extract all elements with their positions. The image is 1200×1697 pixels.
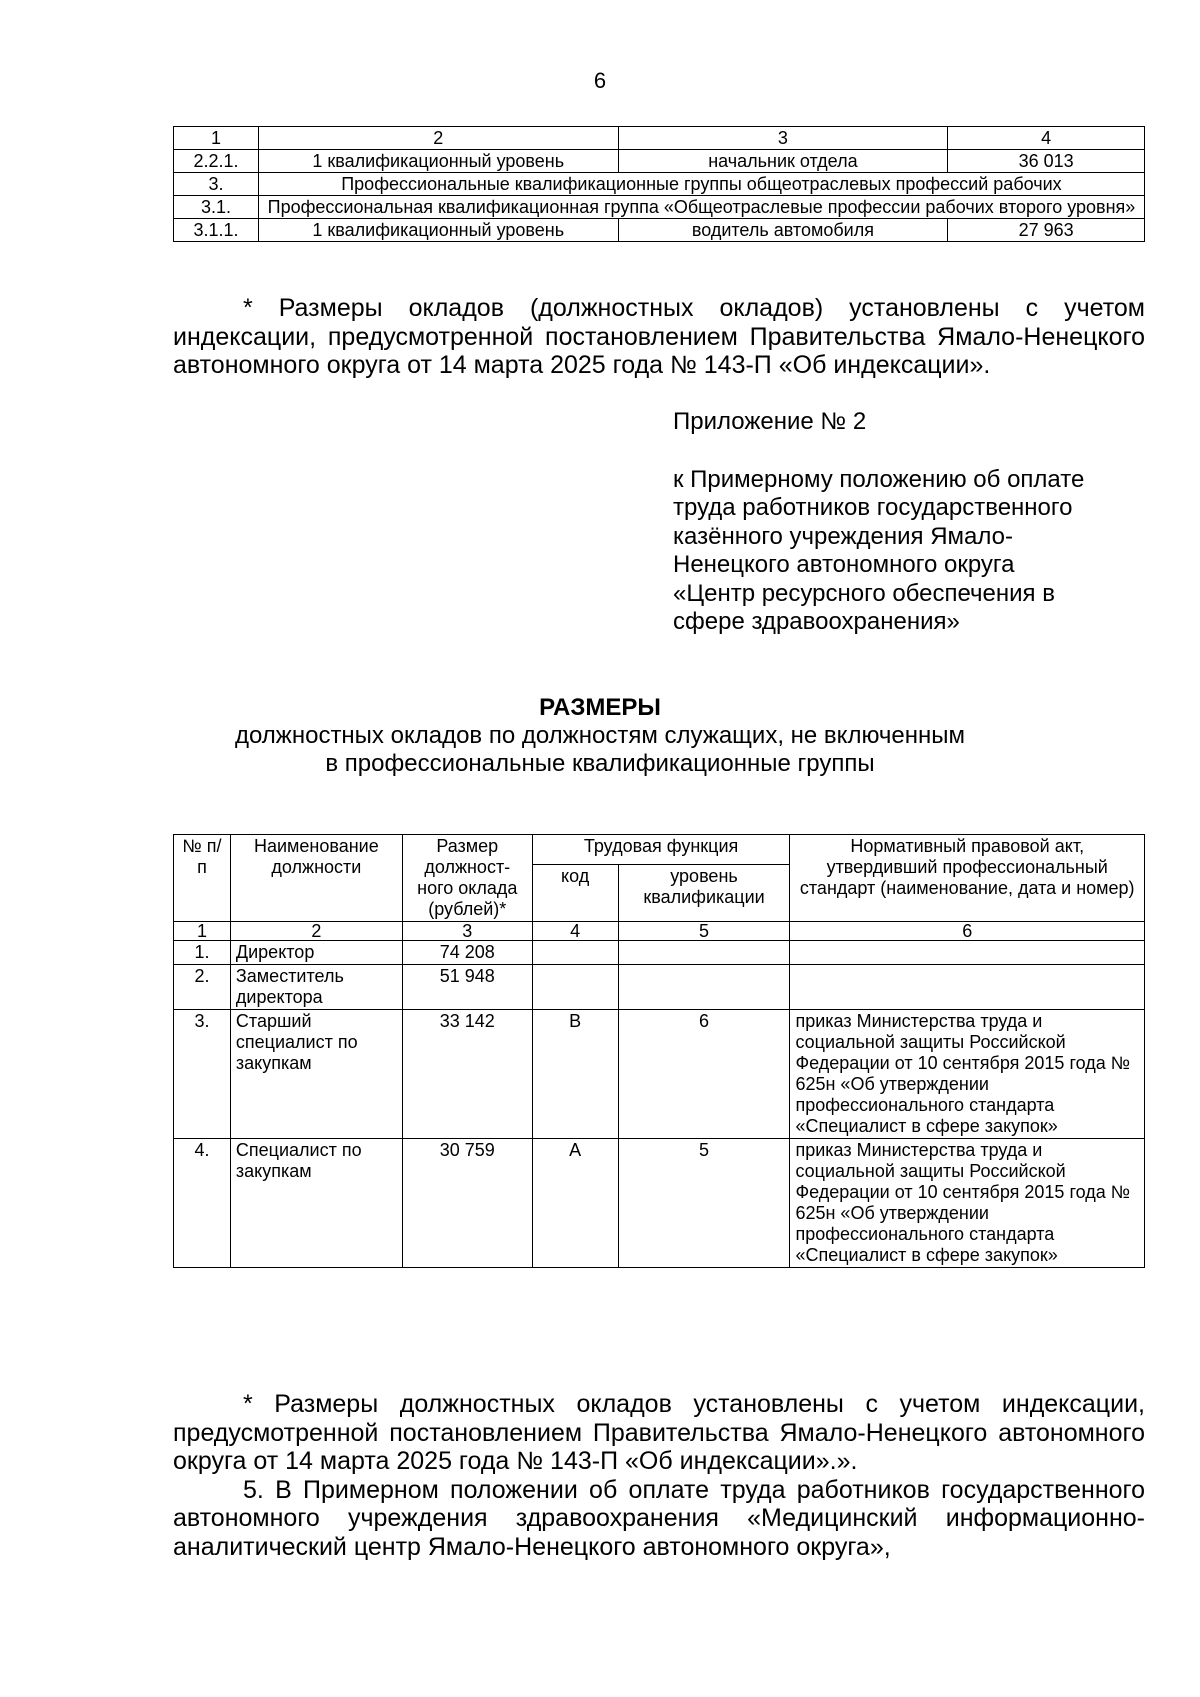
- group-title: Профессиональная квалификационная группа «Общеотраслевые профессии рабочих второго уровня»: [258, 196, 1144, 219]
- salary-value: 74 208: [402, 941, 532, 965]
- page-number: 6: [593, 68, 607, 93]
- footnote-text: * Размеры должностных окладов установлены с учетом индексации, предусмотренной постановлением Правительства Ямало-Ненецкого автономного округа от 14 марта 2025 года № 143-П «Об индексации».».: [173, 1390, 1145, 1475]
- table-row: [174, 219, 1145, 242]
- footnote-indexation-2: [173, 1390, 1145, 1561]
- legal-act: [790, 941, 1145, 965]
- row-number: 2.2.1.: [174, 150, 259, 173]
- function-code: [532, 965, 618, 1010]
- salary-table-continuation: [173, 126, 1145, 242]
- table-row: [174, 196, 1145, 219]
- table-header-row: [174, 835, 1145, 865]
- row-number: 3.: [174, 173, 259, 196]
- position-name: начальник отдела: [618, 150, 948, 173]
- appendix-line: к Примерному положению об оплате: [673, 465, 1085, 493]
- position-name: водитель автомобиля: [618, 219, 948, 242]
- function-code: А: [532, 1139, 618, 1268]
- appendix-line: сфере здравоохранения»: [673, 608, 960, 635]
- qualification-level: [618, 941, 790, 965]
- header-name: Наименование должности: [230, 835, 402, 922]
- table-row: [174, 150, 1145, 173]
- header-legal-act: Нормативный правовой акт, утвердивший профессиональный стандарт (наименование, дата и номер): [790, 835, 1145, 922]
- row-number: 3.1.: [174, 196, 259, 219]
- header-level: уровень квалификации: [618, 865, 790, 922]
- position-name: Старший специалист по закупкам: [230, 1010, 402, 1139]
- column-number: 1: [174, 922, 231, 941]
- section-title: РАЗМЕРЫ: [539, 694, 661, 721]
- appendix-header: [673, 408, 1153, 637]
- table-column-numbers: [174, 922, 1145, 941]
- salary-value: 51 948: [402, 965, 532, 1010]
- appendix-line: «Центр ресурсного обеспечения в: [673, 579, 1055, 607]
- table-row: [174, 173, 1145, 196]
- column-number: 2: [258, 127, 618, 150]
- row-number: 2.: [174, 965, 231, 1010]
- column-number: 1: [174, 127, 259, 150]
- column-number: 4: [532, 922, 618, 941]
- position-name: Специалист по закупкам: [230, 1139, 402, 1268]
- salary-value: 33 142: [402, 1010, 532, 1139]
- qualification-level: [618, 965, 790, 1010]
- table-row: [174, 941, 1145, 965]
- appendix-line: труда работников государственного: [673, 494, 1073, 521]
- function-code: [532, 941, 618, 965]
- group-title: Профессиональные квалификационные группы общеотраслевых профессий рабочих: [258, 173, 1144, 196]
- salary-value: 30 759: [402, 1139, 532, 1268]
- column-number: 2: [230, 922, 402, 941]
- column-number: 5: [618, 922, 790, 941]
- row-number: 3.: [174, 1010, 231, 1139]
- salary-table-employees: [173, 834, 1145, 1268]
- row-number: 1.: [174, 941, 231, 965]
- footnote-text: * Размеры окладов (должностных окладов) установлены с учетом индексации, предусмотренной постановлением Правительства Ямало-Ненецкого автономного округа от 14 марта 2025 года № 143-П «Об индексации».: [173, 294, 1145, 379]
- row-number: 4.: [174, 1139, 231, 1268]
- column-number: 3: [402, 922, 532, 941]
- footnote-indexation: [173, 294, 1145, 380]
- salary-value: 27 963: [948, 219, 1145, 242]
- appendix-line: Ненецкого автономного округа: [673, 551, 1015, 578]
- function-code: В: [532, 1010, 618, 1139]
- qualification-level: 5: [618, 1139, 790, 1268]
- table-row: [174, 1139, 1145, 1268]
- legal-act: приказ Министерства труда и социальной защиты Российской Федерации от 10 сентября 2015 года № 625н «Об утверждении профессионального стандарта «Специалист в сфере закупок»: [790, 1010, 1145, 1139]
- legal-act: [790, 965, 1145, 1010]
- salary-value: 36 013: [948, 150, 1145, 173]
- position-name: Директор: [230, 941, 402, 965]
- header-num: № п/п: [174, 835, 231, 922]
- column-number: 4: [948, 127, 1145, 150]
- subtitle-line: в профессиональные квалификационные группы: [325, 750, 875, 777]
- appendix-line: казённого учреждения Ямало-: [673, 522, 1014, 550]
- column-number: 3: [618, 127, 948, 150]
- qualification-level: 1 квалификационный уровень: [258, 150, 618, 173]
- table-header-row: [174, 127, 1145, 150]
- column-number: 6: [790, 922, 1145, 941]
- position-name: Заместитель директора: [230, 965, 402, 1010]
- paragraph-5: 5. В Примерном положении об оплате труда работников государственного автономного учреждения здравоохранения «Медицинский информационно-аналитический центр Ямало-Ненецкого автономного округа»,: [173, 1475, 1145, 1561]
- header-salary: Размер должност-ного оклада (рублей)*: [402, 835, 532, 922]
- qualification-level: 1 квалификационный уровень: [258, 219, 618, 242]
- subtitle-line: должностных окладов по должностям служащих, не включенным: [234, 722, 966, 749]
- table-row: [174, 965, 1145, 1010]
- section-subtitle: [0, 722, 1200, 778]
- header-code: код: [532, 865, 618, 922]
- legal-act: приказ Министерства труда и социальной защиты Российской Федерации от 10 сентября 2015 года № 625н «Об утверждении профессионального стандарта «Специалист в сфере закупок»: [790, 1139, 1145, 1268]
- header-labor-function: Трудовая функция: [532, 835, 790, 865]
- table-row: [174, 1010, 1145, 1139]
- appendix-title: Приложение № 2: [673, 408, 867, 435]
- qualification-level: 6: [618, 1010, 790, 1139]
- row-number: 3.1.1.: [174, 219, 259, 242]
